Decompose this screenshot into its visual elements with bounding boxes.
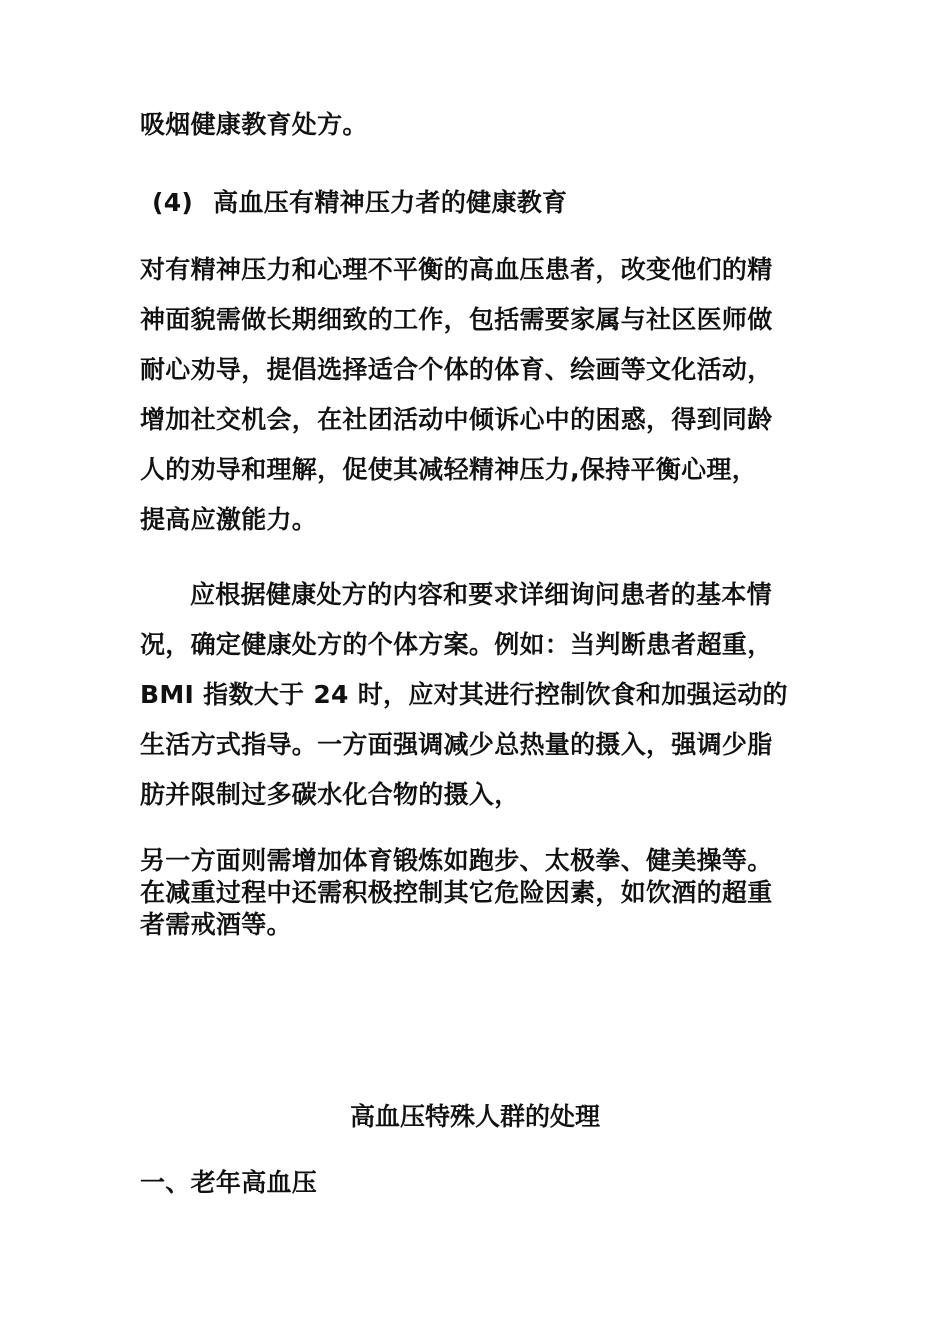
text-line: 提高应激能力。: [140, 505, 318, 534]
heading-title: 高血压有精神压力者的健康教育: [213, 188, 568, 217]
text-line: BMI 指数大于 24 时，应对其进行控制饮食和加强运动的: [140, 680, 788, 709]
sub-heading: 一、老年高血压: [140, 1168, 318, 1197]
text-line: 增加社交机会，在社团活动中倾诉心中的困惑，得到同龄: [140, 405, 773, 434]
heading-number: (4): [152, 188, 194, 217]
text-line: 神面貌需做长期细致的工作，包括需要家属与社区医师做: [140, 305, 773, 334]
stress-paragraph: [140, 245, 820, 545]
text-line: 肪并限制过多碳水化合物的摄入，: [140, 780, 520, 809]
text-line: 况，确定健康处方的个体方案。例如：当判断患者超重，: [140, 630, 773, 659]
text-line: 耐心劝导，提倡选择适合个体的体育、绘画等文化活动，: [140, 355, 773, 384]
text-line: 生活方式指导。一方面强调减少总热量的摄入，强调少脂: [140, 730, 773, 759]
bmi-paragraph: [140, 570, 820, 820]
text-line: 应根据健康处方的内容和要求详细询问患者的基本情: [190, 580, 772, 609]
text-line: 吸烟健康教育处方。: [140, 110, 368, 139]
section-heading-4: [140, 178, 820, 228]
text-line: 者需戒酒等。: [140, 910, 292, 939]
text-line: 在减重过程中还需积极控制其它危险因素，如饮酒的超重: [140, 878, 773, 907]
text-line: 人的劝导和理解，促使其减轻精神压力,保持平衡心理，: [140, 455, 757, 484]
exercise-paragraph: [140, 845, 820, 941]
section-title: 高血压特殊人群的处理: [349, 1102, 600, 1131]
intro-paragraph: [140, 100, 820, 150]
text-line: 对有精神压力和心理不平衡的高血压患者，改变他们的精: [140, 255, 773, 284]
text-line: 另一方面则需增加体育锻炼如跑步、太极拳、健美操等。: [140, 846, 773, 875]
